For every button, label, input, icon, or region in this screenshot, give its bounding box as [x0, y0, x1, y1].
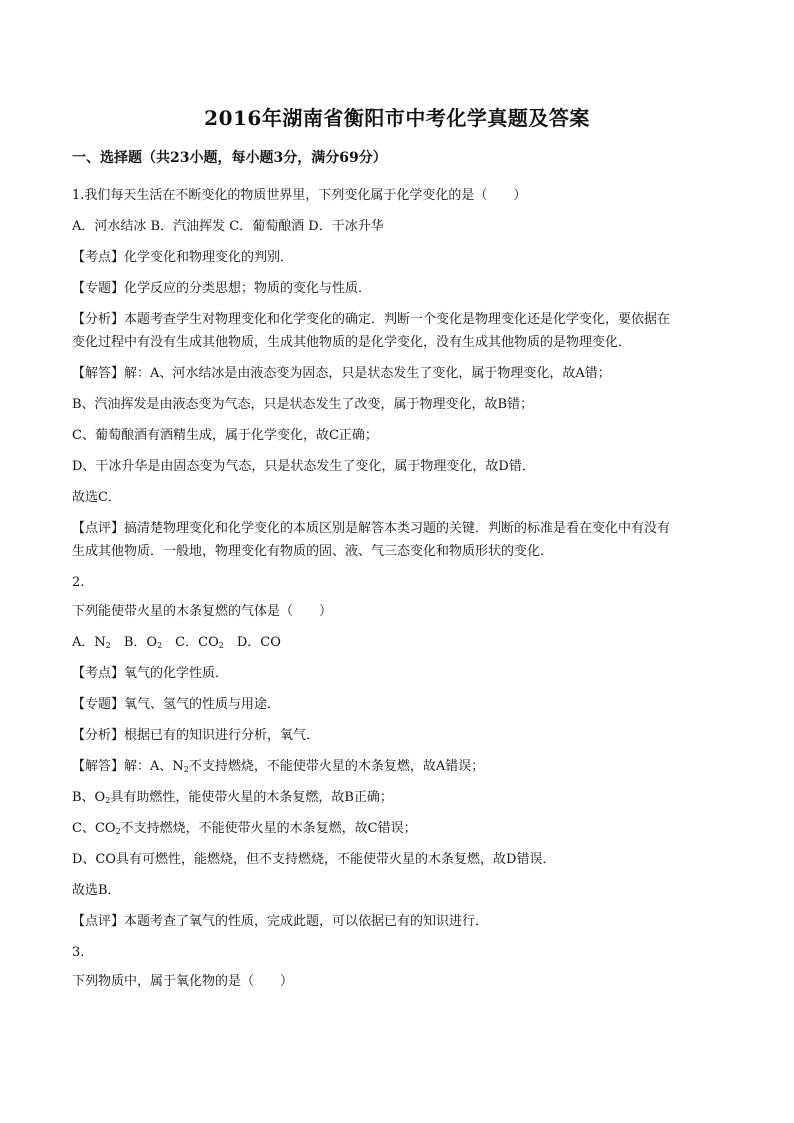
- question-2-jieda-line-1: [72, 757, 722, 777]
- question-2: [72, 573, 722, 932]
- section-heading: 一、选择题（共23小题，每小题3分，满分69分）: [72, 150, 387, 166]
- question-2-answer: 故选B．: [72, 883, 121, 898]
- question-1-dianping-line-1: 【点评】搞清楚物理变化和化学变化的本质区别是解答本类习题的关键．判断的标准是看在变化中有没有: [72, 521, 671, 536]
- question-2-jieda-line-3: [72, 819, 722, 839]
- question-1-jieda-line-3: C、葡萄酿酒有酒精生成，属于化学变化，故C正确；: [72, 428, 378, 443]
- subscript: 2: [183, 765, 189, 774]
- question-2-zhuanti: 【专题】氧气、氢气的性质与用途．: [72, 697, 281, 712]
- question-1: [72, 186, 722, 562]
- text: 不支持燃烧，不能使带火星的木条复燃，故A错误；: [188, 759, 485, 774]
- question-1-zhuanti: 【专题】化学反应的分类思想；物质的变化与性质．: [72, 281, 372, 296]
- question-2-jieda-line-4: D、CO具有可燃性，能燃烧，但不支持燃烧，不能使带火星的木条复燃，故D错误．: [72, 852, 556, 867]
- subscript: 2: [157, 641, 163, 650]
- option-c: C．CO: [162, 635, 219, 650]
- text: 【解答】解：A、N: [72, 759, 184, 774]
- question-1-options: A．河水结冰 B．汽油挥发 C．葡萄酿酒 D．干冰升华: [72, 219, 384, 234]
- question-1-jieda-line-2: B、汽油挥发是由液态变为气态，只是状态发生了改变，属于物理变化，故B错；: [72, 397, 534, 412]
- subscript: 2: [105, 641, 111, 650]
- question-2-kaodian: 【考点】氧气的化学性质．: [72, 666, 229, 681]
- question-1-dianping-line-2: 生成其他物质．一般地，物理变化有物质的固、液、气三态变化和物质形状的变化．: [72, 544, 554, 559]
- question-2-options: [72, 633, 722, 653]
- question-1-stem: 1.我们每天生活在不断变化的物质世界里，下列变化属于化学变化的是（ ）: [72, 188, 527, 203]
- question-1-jieda-line-4: D、干冰升华是由固态变为气态，只是状态发生了变化，属于物理变化，故D错．: [72, 459, 535, 474]
- question-1-jieda-line-1: 【解答】解：A、河水结冰是由液态变为固态，只是状态发生了变化，属于物理变化，故A错；: [72, 366, 611, 381]
- document-title: 2016年湖南省衡阳市中考化学真题及答案: [204, 106, 590, 130]
- question-3-stem: 下列物质中，属于氧化物的是（ ）: [72, 974, 294, 989]
- question-3-number: 3.: [72, 945, 85, 960]
- question-2-fenxi: 【分析】根据已有的知识进行分析，氧气．: [72, 728, 320, 743]
- option-d: D．CO: [223, 635, 281, 650]
- question-2-jieda-line-2: [72, 788, 722, 808]
- question-1-answer: 故选C．: [72, 490, 121, 505]
- question-3: [72, 943, 722, 992]
- question-2-dianping: 【点评】本题考查了氧气的性质，完成此题，可以依据已有的知识进行．: [72, 914, 489, 929]
- option-a: A．N: [72, 635, 106, 650]
- question-2-number: 2.: [72, 575, 85, 590]
- subscript: 2: [105, 796, 111, 805]
- text: B、O: [72, 790, 106, 805]
- subscript: 2: [218, 641, 224, 650]
- text: C、CO: [72, 821, 116, 836]
- question-1-fenxi-line-1: 【分析】本题考查学生对物理变化和化学变化的确定．判断一个变化是物理变化还是化学变化，要依据在: [72, 312, 671, 327]
- text: 不支持燃烧，不能使带火星的木条复燃，故C错误；: [120, 821, 417, 836]
- question-1-fenxi-line-2: 变化过程中有没有生成其他物质，生成其他物质的是化学变化，没有生成其他物质的是物理变化．: [72, 335, 632, 350]
- subscript: 2: [115, 827, 121, 836]
- text: 具有助燃性，能使带火星的木条复燃，故B正确；: [110, 790, 393, 805]
- question-2-stem: 下列能使带火星的木条复燃的气体是（ ）: [72, 604, 333, 619]
- question-1-kaodian: 【考点】化学变化和物理变化的判别．: [72, 250, 294, 265]
- option-b: B．O: [110, 635, 158, 650]
